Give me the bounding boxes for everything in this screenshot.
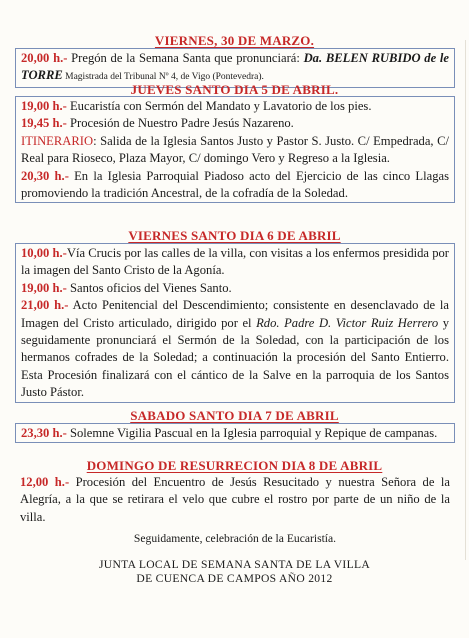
jueves-procesion xyxy=(21,115,449,132)
descendimiento-hour: 21,00 h.- xyxy=(21,298,69,313)
section-jueves-santo xyxy=(15,96,455,203)
itinerario-label: ITINERARIO xyxy=(21,133,94,148)
section-sabado-santo xyxy=(15,423,455,443)
jueves-eucaristia-hour: 19,00 h.- xyxy=(21,99,67,113)
vigilia-text: Solemne Vigilia Pascual en la Iglesia parroquial y Repique de campanas. xyxy=(66,426,438,440)
descendimiento-text-b: y seguidamente pronunciará el Sermón de la Soledad, con la participación de los hermanos cofrades de la Soledad; a continuación la procesión del Santo Entierro. Esta Procesión finalizará con el cántico de la Salve en la parroquia de los Santos Justo Pástor. xyxy=(21,315,449,400)
viernes-via-crucis xyxy=(21,245,449,280)
footer-line-1: JUNTA LOCAL DE SEMANA SANTA DE LA VILLA xyxy=(98,558,371,571)
jueves-cinco-llagas xyxy=(21,168,449,203)
page-edge-mark xyxy=(465,40,466,560)
via-crucis-hour: 10,00 h.- xyxy=(21,246,67,260)
encuentro-text: Procesión del Encuentro de Jesús Resucitado y nuestra Señora de la Alegría, a la que se retirara el velo que cubre el rostro por parte de un niño de la villa. xyxy=(20,475,450,524)
jueves-itinerario xyxy=(21,133,449,168)
santos-oficios-text: Santos oficios del Vienes Santo. xyxy=(66,280,232,295)
encuentro-hour: 12,00 h.- xyxy=(20,475,70,489)
jueves-eucaristia xyxy=(21,98,449,115)
domingo-encuentro xyxy=(20,474,450,526)
descendimiento-text-a: Acto Penitencial del Descendimiento; consistente en desenclavado de la Imagen del Cristo articulado, dirigido por el xyxy=(21,298,449,330)
jueves-procesion-hour: 19,45 h.- xyxy=(21,116,67,131)
santos-oficios-hour: 19,00 h.- xyxy=(21,280,67,295)
jueves-eucaristia-text: Eucaristía con Sermón del Mandato y Lavatorio de los pies. xyxy=(66,99,372,113)
organizer-footer xyxy=(0,558,469,586)
viernes-descendimiento xyxy=(21,297,449,401)
jueves-llagas-text: En la Iglesia Parroquial Piadoso acto del Ejercicio de las cinco Llagas promoviendo la tradición Ancestral, de la cofradía de la Soledad. xyxy=(21,168,449,201)
sabado-vigilia xyxy=(21,425,449,442)
jueves-procesion-text: Procesión de Nuestro Padre Jesús Nazareno. xyxy=(66,116,294,131)
domingo-closing: Seguidamente, celebración de la Eucaristía. xyxy=(133,532,337,546)
section-viernes-santo xyxy=(15,243,455,403)
footer-line-2: DE CUENCA DE CAMPOS AÑO 2012 xyxy=(136,572,333,585)
pregon-hour: 20,00 h.- xyxy=(21,51,68,65)
heading-viernes-30-marzo: VIERNES, 30 DE MARZO. xyxy=(154,33,315,48)
vigilia-hour: 23,30 h.- xyxy=(21,426,67,440)
heading-viernes-santo: VIERNES SANTO DIA 6 DE ABRIL xyxy=(128,228,341,243)
section-domingo xyxy=(15,473,455,548)
heading-jueves-santo: JUEVES SANTO DIA 5 DE ABRIL. xyxy=(130,82,339,97)
heading-domingo-resurreccion: DOMINGO DE RESURRECION DIA 8 DE ABRIL xyxy=(86,458,383,473)
pregon-speaker-note: Magistrada del Tribunal Nº 4, de Vigo (Pontevedra). xyxy=(62,72,264,83)
jueves-llagas-hour: 20,30 h.- xyxy=(21,168,69,183)
pregon-text: Pregón de la Semana Santa que pronunciará: xyxy=(67,51,304,65)
descendimiento-priest: Rdo. Padre D. Victor Ruiz Herrero xyxy=(256,315,439,330)
heading-sabado-santo: SABADO SANTO DIA 7 DE ABRIL xyxy=(130,408,339,423)
via-crucis-text: Vía Crucis por las calles de la villa, con visitas a los enfermos presidida por la imagen del Santo Cristo de la Agonía. xyxy=(21,246,449,278)
pregon-speaker: Da. BELEN RUBIDO de le TORRE xyxy=(21,51,449,83)
viernes-santos-oficios xyxy=(21,280,449,297)
itinerario-text: : Salida de la Iglesia Santos Justo y Pastor S. Justo. C/ Empedrada, C/ Real para Rioseco, Plaza Mayor, C/ domingo Vero y Regreso a la Iglesia. xyxy=(21,133,449,166)
